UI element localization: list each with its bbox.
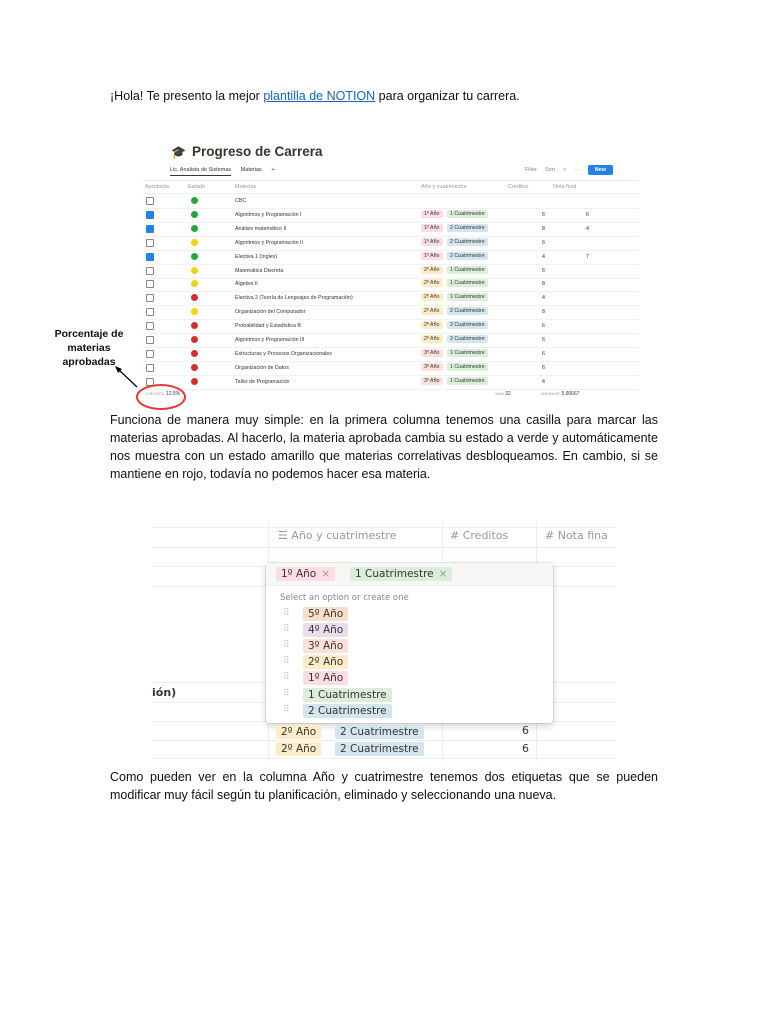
- new-button[interactable]: New: [588, 165, 613, 175]
- materia-name: Probabilidad y Estadística B: [235, 323, 301, 330]
- view-tabs: [170, 167, 283, 173]
- table-row[interactable]: [143, 319, 639, 334]
- search-icon[interactable]: ⌕: [563, 166, 567, 173]
- header-creditos[interactable]: # Creditos: [450, 529, 509, 542]
- status-dot-icon: [191, 253, 198, 260]
- selected-tag-cuatrimestre[interactable]: 1 Cuatrimestre ×: [350, 567, 452, 581]
- creditos-value: 4: [542, 378, 545, 385]
- creditos-value: 4: [542, 253, 545, 260]
- aprobada-checkbox[interactable]: [146, 280, 154, 288]
- sort-button[interactable]: Sort: [545, 167, 556, 173]
- checked-summary: CHECKED 12.5%: [145, 391, 181, 397]
- col-aprobada[interactable]: Aprobada: [145, 184, 169, 190]
- cuatrimestre-tag[interactable]: 2 Cuatrimestre: [447, 224, 488, 232]
- aprobada-checkbox[interactable]: [146, 350, 154, 358]
- drag-handle-icon[interactable]: ⠿: [283, 624, 290, 634]
- creditos-value: 8: [542, 281, 545, 288]
- row-tag-anio[interactable]: 2º Año: [276, 725, 321, 739]
- aprobada-checkbox[interactable]: [146, 322, 154, 330]
- cuatrimestre-tag[interactable]: 2 Cuatrimestre: [447, 252, 488, 260]
- anio-tag[interactable]: 1º Año: [421, 252, 443, 260]
- status-dot-icon: [191, 322, 198, 329]
- materia-name: Álgebra II: [235, 281, 258, 288]
- anio-tag[interactable]: 2º Año: [421, 266, 443, 274]
- remove-tag-icon[interactable]: ×: [438, 568, 448, 580]
- cuatrimestre-tag[interactable]: 2 Cuatrimestre: [447, 307, 488, 315]
- drag-handle-icon[interactable]: ⠿: [283, 656, 290, 666]
- materia-name: Taller de Programación: [235, 378, 290, 385]
- selected-tag-anio[interactable]: 1º Año ×: [276, 567, 335, 581]
- drag-handle-icon[interactable]: ⠿: [283, 689, 290, 699]
- materia-name: Electiva 2 (Teoría de Lenguajes de Programación): [235, 295, 353, 302]
- truncated-row-text: ión): [152, 686, 177, 699]
- cuatrimestre-tag[interactable]: 1 Cuatrimestre: [447, 377, 488, 385]
- notion-template-link[interactable]: plantilla de NOTION: [263, 89, 376, 103]
- more-icon[interactable]: ···: [574, 167, 580, 173]
- creditos-value: 6: [542, 239, 545, 246]
- materia-name: Algoritmos y Programación I: [235, 211, 302, 218]
- percentage-annotation: Porcentaje de materias aprobadas: [54, 328, 124, 368]
- header-anio-cuatrimestre[interactable]: ☰ Año y cuatrimestre: [278, 529, 397, 542]
- drag-handle-icon[interactable]: ⠿: [283, 608, 290, 618]
- status-dot-icon: [191, 336, 198, 343]
- aprobada-checkbox[interactable]: [146, 225, 154, 233]
- intro-prefix: ¡Hola! Te presento la mejor: [110, 89, 264, 103]
- status-dot-icon: [191, 350, 198, 357]
- materia-name: CBC: [235, 198, 247, 204]
- creditos-value: 8: [542, 225, 545, 232]
- col-creditos[interactable]: Creditos: [508, 184, 529, 190]
- creditos-value: 6: [542, 364, 545, 371]
- explanation-paragraph: Funciona de manera muy simple: en la primera columna tenemos una casilla para marcar las materias aprobadas. Al hacerlo, la materia aprobada cambia su estado a verde y automáticamente nos muestra con un estado amarillo que materias correlativas desbloqueamos. En cambio, si se mantiene en rojo, todavía no podemos hacer esa materia.: [110, 413, 658, 481]
- sum-summary: SUM 32: [495, 391, 511, 397]
- number-icon: #: [545, 529, 555, 542]
- col-anio-cuatrimestre[interactable]: Año y cuatrimestre: [421, 184, 467, 190]
- nota-value: 4: [586, 225, 589, 232]
- annotation-arrow-icon: [110, 363, 140, 389]
- col-estado[interactable]: Estado: [188, 184, 206, 190]
- option-4-anio[interactable]: 4º Año: [303, 623, 348, 637]
- table-row[interactable]: [143, 250, 639, 265]
- materia-name: Estructuras y Procesos Organizacionales: [235, 350, 332, 357]
- highlight-circle: [136, 384, 186, 410]
- materia-name: Matemática Discreta: [235, 267, 284, 274]
- aprobada-checkbox[interactable]: [146, 364, 154, 372]
- option-3-anio[interactable]: 3º Año: [303, 639, 348, 653]
- status-dot-icon: [191, 267, 198, 274]
- anio-tag[interactable]: 3º Año: [421, 363, 443, 371]
- cuatrimestre-tag[interactable]: 1 Cuatrimestre: [447, 363, 488, 371]
- cuatrimestre-tag[interactable]: 1 Cuatrimestre: [447, 349, 488, 357]
- intro-line: [110, 87, 658, 105]
- anio-tag[interactable]: 1º Año: [421, 224, 443, 232]
- aprobada-checkbox[interactable]: [146, 253, 154, 261]
- tab-materias[interactable]: Materias: [240, 167, 262, 173]
- materia-name: Organización de Datos: [235, 364, 289, 371]
- cuatrimestre-tag[interactable]: 1 Cuatrimestre: [447, 293, 488, 301]
- creditos-value: 6: [542, 350, 545, 357]
- select-hint: Select an option or create one: [280, 593, 409, 603]
- status-dot-icon: [191, 378, 198, 385]
- option-1-cuatrimestre[interactable]: 1 Cuatrimestre: [303, 688, 392, 702]
- table-row[interactable]: [143, 222, 639, 237]
- anio-tag[interactable]: 3º Año: [421, 349, 443, 357]
- anio-tag[interactable]: 2º Año: [421, 279, 443, 287]
- remove-tag-icon[interactable]: ×: [321, 568, 331, 580]
- anio-tag[interactable]: 3º Año: [421, 377, 443, 385]
- col-materias[interactable]: Materias: [235, 184, 257, 190]
- materia-name: Algoritmos y Programación III: [235, 337, 305, 343]
- status-dot-icon: [191, 280, 198, 287]
- option-2-anio[interactable]: 2º Año: [303, 655, 348, 669]
- nota-value: 6: [586, 211, 589, 218]
- select-popup-screenshot: [152, 520, 616, 761]
- status-dot-icon: [191, 308, 198, 315]
- status-dot-icon: [191, 294, 198, 301]
- notion-table-screenshot: [137, 142, 639, 400]
- table-row[interactable]: [143, 291, 639, 306]
- row-creditos: 6: [522, 742, 529, 755]
- filter-button[interactable]: Filter: [524, 167, 537, 173]
- cuatrimestre-tag[interactable]: 2 Cuatrimestre: [447, 335, 488, 343]
- nota-value: 7: [586, 253, 589, 260]
- table-header: [143, 180, 639, 194]
- table-row[interactable]: [143, 194, 639, 209]
- row-tag-cuatrimestre[interactable]: 2 Cuatrimestre: [335, 742, 424, 756]
- cuatrimestre-tag[interactable]: 2 Cuatrimestre: [447, 321, 488, 329]
- aprobada-checkbox[interactable]: [146, 336, 154, 344]
- creditos-value: 6: [542, 323, 545, 330]
- table-row[interactable]: [143, 305, 639, 320]
- creditos-value: 6: [542, 211, 545, 218]
- table-row[interactable]: [143, 277, 639, 292]
- number-icon: #: [450, 529, 460, 542]
- intro-suffix: para organizar tu carrera.: [375, 89, 520, 103]
- table-row[interactable]: [143, 236, 639, 251]
- cuatrimestre-tag[interactable]: 1 Cuatrimestre: [447, 210, 488, 218]
- list-icon: ☰: [278, 529, 288, 542]
- row-tag-anio[interactable]: 2º Año: [276, 742, 321, 756]
- add-view-button[interactable]: +: [271, 167, 275, 173]
- table-row[interactable]: [143, 347, 639, 362]
- table-row[interactable]: [143, 264, 639, 279]
- materia-name: Análisis matemático II: [235, 225, 287, 232]
- creditos-value: 6: [542, 267, 545, 274]
- option-2-cuatrimestre[interactable]: 2 Cuatrimestre: [303, 704, 392, 718]
- status-dot-icon: [191, 211, 198, 218]
- header-nota-final[interactable]: # Nota fina: [545, 529, 608, 542]
- page-title: 🎓 Progreso de Carrera: [171, 144, 323, 159]
- col-nota-final[interactable]: Nota final: [553, 184, 577, 190]
- table-row[interactable]: [143, 208, 639, 223]
- drag-handle-icon[interactable]: ⠿: [283, 705, 290, 715]
- aprobada-checkbox[interactable]: [146, 267, 154, 275]
- creditos-value: 6: [542, 337, 545, 343]
- anio-tag[interactable]: 2º Año: [421, 293, 443, 301]
- creditos-value: 4: [542, 295, 545, 302]
- option-5-anio[interactable]: 5º Año: [303, 607, 348, 621]
- aprobada-checkbox[interactable]: [146, 211, 154, 219]
- anio-tag[interactable]: 2º Año: [421, 335, 443, 343]
- status-dot-icon: [191, 364, 198, 371]
- anio-tag[interactable]: 1º Año: [421, 210, 443, 218]
- materia-name: Algoritmos y Programación II: [235, 239, 304, 246]
- graduation-cap-icon: 🎓: [171, 145, 186, 159]
- materia-name: Electiva 1 (Ingles): [235, 253, 278, 260]
- status-dot-icon: [191, 225, 198, 232]
- aprobada-checkbox[interactable]: [146, 308, 154, 316]
- materia-name: Organización del Computador: [235, 309, 306, 316]
- creditos-value: 8: [542, 309, 545, 316]
- anio-tag[interactable]: 2º Año: [421, 307, 443, 315]
- average-summary: AVERAGE 5.66667: [541, 391, 580, 397]
- option-1-anio[interactable]: 1º Año: [303, 671, 348, 685]
- tags-paragraph: Como pueden ver en la columna Año y cuatrimestre tenemos dos etiquetas que se pueden modificar muy fácil según tu planificación, eliminado y seleccionando una nueva.: [110, 770, 658, 802]
- tab-lic-analista[interactable]: Lic. Analista de Sistemas: [170, 167, 231, 176]
- toolbar: [525, 165, 613, 175]
- drag-handle-icon[interactable]: ⠿: [283, 672, 290, 682]
- drag-handle-icon[interactable]: ⠿: [283, 640, 290, 650]
- aprobada-checkbox[interactable]: [146, 239, 154, 247]
- status-dot-icon: [191, 197, 198, 204]
- table-footer: [143, 388, 639, 400]
- aprobada-checkbox[interactable]: [146, 197, 154, 205]
- table-row[interactable]: [143, 361, 639, 376]
- cuatrimestre-tag[interactable]: 2 Cuatrimestre: [447, 238, 488, 246]
- status-dot-icon: [191, 239, 198, 246]
- table-row[interactable]: [143, 333, 639, 348]
- row-tag-cuatrimestre[interactable]: 2 Cuatrimestre: [335, 725, 424, 739]
- cuatrimestre-tag[interactable]: 1 Cuatrimestre: [447, 266, 488, 274]
- anio-tag[interactable]: 2º Año: [421, 321, 443, 329]
- aprobada-checkbox[interactable]: [146, 294, 154, 302]
- select-options-popup: [266, 563, 553, 723]
- anio-tag[interactable]: 1º Año: [421, 238, 443, 246]
- cuatrimestre-tag[interactable]: 1 Cuatrimestre: [447, 279, 488, 287]
- row-creditos: 6: [522, 724, 529, 737]
